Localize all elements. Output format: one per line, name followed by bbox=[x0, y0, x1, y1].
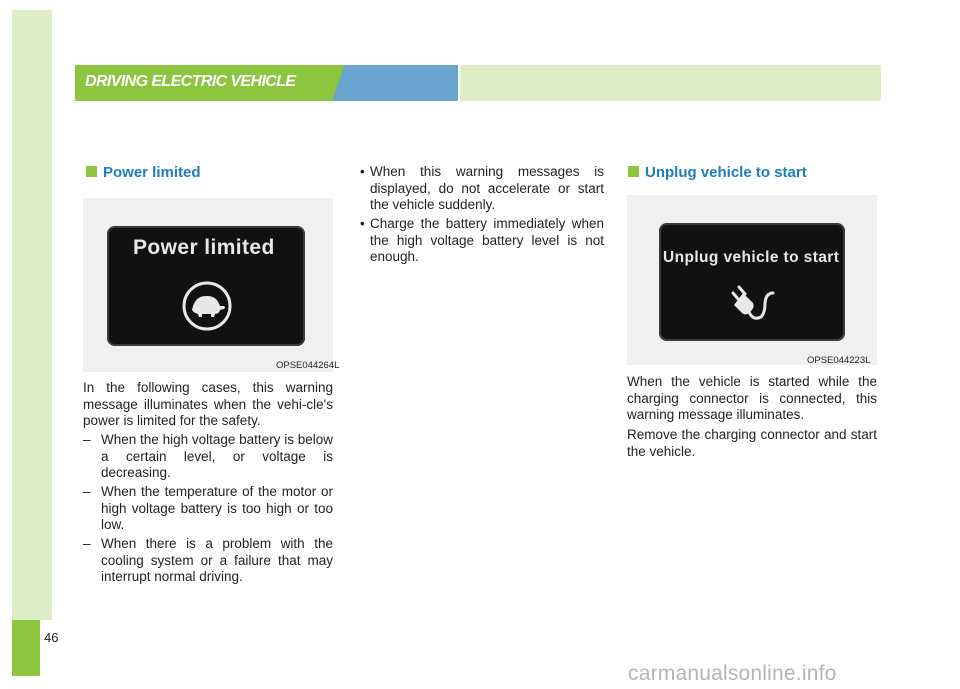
display-message: Unplug vehicle to start bbox=[663, 249, 840, 266]
bullet-mark: • bbox=[360, 216, 365, 231]
page-number-tab bbox=[12, 620, 40, 676]
cluster-display bbox=[107, 226, 305, 346]
plug-icon bbox=[725, 277, 785, 329]
heading-square-icon bbox=[86, 166, 97, 177]
section-heading-unplug bbox=[628, 164, 807, 181]
header-band-light bbox=[460, 65, 881, 101]
display-message: Power limited bbox=[133, 236, 275, 259]
section-heading-power-limited bbox=[86, 164, 201, 181]
list-item-text: Charge the battery immediately when the high voltage battery level is not enough. bbox=[370, 216, 604, 264]
paragraph: Remove the charging connector and start the vehicle. bbox=[627, 427, 877, 459]
list-item-text: When this warning messages is displayed, do not accelerate or start the vehicle suddenly. bbox=[370, 164, 604, 212]
list-item bbox=[83, 432, 333, 482]
list-item bbox=[83, 484, 333, 534]
unplug-figure bbox=[627, 195, 877, 365]
page-number: 46 bbox=[44, 630, 59, 645]
list-item bbox=[356, 216, 604, 266]
figure-code: OPSE044223L bbox=[807, 355, 871, 366]
cluster-display bbox=[659, 223, 845, 341]
dash-mark: – bbox=[83, 536, 91, 551]
list-item bbox=[83, 536, 333, 586]
paragraph: When the vehicle is started while the charging connector is connected, this warning message illuminates. bbox=[627, 374, 877, 422]
bullet-mark: • bbox=[360, 164, 365, 179]
dash-mark: – bbox=[83, 484, 91, 499]
chapter-title: DRIVING ELECTRIC VEHICLE bbox=[85, 73, 296, 90]
side-strip bbox=[12, 10, 52, 620]
heading-square-icon bbox=[628, 166, 639, 177]
header-band-blue bbox=[332, 65, 458, 101]
intro-paragraph: In the following cases, this warning message illuminates when the vehi-cle's power is limited for the safety. bbox=[83, 380, 333, 428]
dash-mark: – bbox=[83, 432, 91, 447]
section-title: Unplug vehicle to start bbox=[645, 164, 807, 181]
turtle-icon bbox=[181, 280, 233, 332]
power-limited-figure bbox=[83, 198, 333, 372]
watermark: carmanualsonline.info bbox=[628, 662, 837, 685]
list-item-text: When there is a problem with the cooling system or a failure that may interrupt normal driving. bbox=[101, 536, 333, 584]
figure-code: OPSE044264L bbox=[276, 360, 340, 371]
list-item-text: When the temperature of the motor or high voltage battery is too high or too low. bbox=[101, 484, 333, 532]
list-item bbox=[356, 164, 604, 214]
list-item-text: When the high voltage battery is below a certain level, or voltage is decreasing. bbox=[101, 432, 333, 480]
section-title: Power limited bbox=[103, 164, 201, 181]
